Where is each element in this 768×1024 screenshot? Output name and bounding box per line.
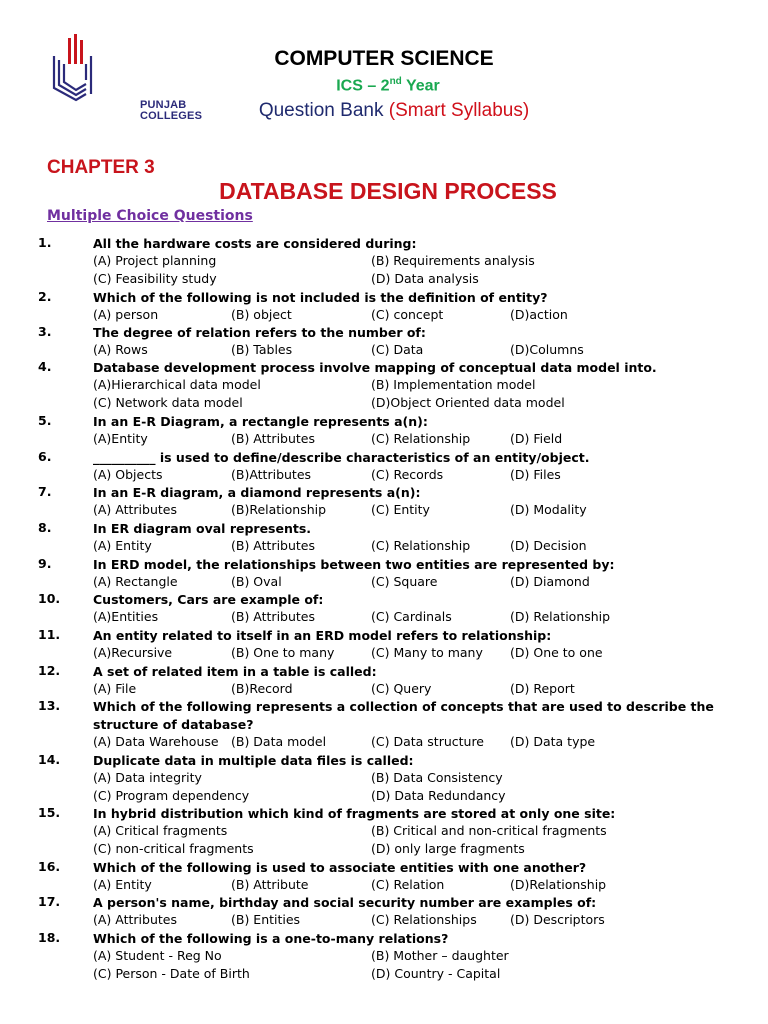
option-a: (A) File — [93, 681, 137, 697]
option-c: (C) Relationship — [371, 431, 471, 447]
class-text: ICS – 2 — [336, 77, 390, 95]
option-c: (C) Many to many — [371, 645, 483, 661]
option-d: (D) Data Redundancy — [371, 788, 506, 804]
option-a: (A) Rows — [93, 342, 148, 358]
option-d: (D) Data analysis — [371, 271, 479, 287]
option-d: (D) Diamond — [510, 574, 590, 590]
option-d: (D) One to one — [510, 645, 603, 661]
subject-title: COMPUTER SCIENCE — [274, 47, 494, 70]
option-a: (A)Entity — [93, 431, 148, 447]
question-text: A set of related item in a table is called: — [93, 664, 377, 679]
question-bank-text: Question Bank — [258, 100, 389, 121]
option-a: (A)Recursive — [93, 645, 173, 661]
option-a: (A) Objects — [93, 467, 163, 483]
option-a: (A)Hierarchical data model — [93, 377, 261, 393]
option-d: (D) Field — [510, 431, 563, 447]
question-text: Database development process involve mapping of conceptual data model into. — [93, 360, 657, 375]
option-b: (B) Critical and non-critical fragments — [371, 823, 607, 839]
question-number: 18. — [38, 930, 61, 945]
question-text: __________ is used to define/describe characteristics of an entity/object. — [93, 450, 590, 465]
class-sup: nd — [389, 76, 402, 87]
option-c: (C) Data — [371, 342, 424, 358]
option-b: (B) Oval — [231, 574, 282, 590]
option-b: (B) Attributes — [231, 431, 316, 447]
question-text: In an E-R diagram, a diamond represents a(n): — [93, 485, 421, 500]
option-a: (A) Rectangle — [93, 574, 178, 590]
option-c: (C) Relationship — [371, 538, 471, 554]
question-number: 2. — [38, 289, 52, 304]
option-c: (C) Program dependency — [93, 788, 250, 804]
option-c: (C) Records — [371, 467, 444, 483]
option-b: (B) object — [231, 307, 292, 323]
option-a: (A)Entities — [93, 609, 159, 625]
question-text: All the hardware costs are considered during: — [93, 236, 417, 251]
option-c: (C) concept — [371, 307, 444, 323]
option-d: (D)action — [510, 307, 568, 323]
option-a: (A) Student - Reg No — [93, 948, 222, 964]
question-number: 10. — [38, 591, 61, 606]
option-d: (D) Descriptors — [510, 912, 605, 928]
option-d: (D)Columns — [510, 342, 584, 358]
option-a: (A) Attributes — [93, 912, 177, 928]
option-a: (A) Project planning — [93, 253, 217, 269]
option-c: (C) non-critical fragments — [93, 841, 254, 857]
option-b: (B)Attributes — [231, 467, 312, 483]
option-d: (D)Object Oriented data model — [371, 395, 565, 411]
question-text: Which of the following is not included is the definition of entity? — [93, 290, 548, 305]
option-d: (D) Decision — [510, 538, 587, 554]
question-number: 11. — [38, 627, 61, 642]
class-label — [4, 76, 768, 95]
question-text: Duplicate data in multiple data files is called: — [93, 753, 414, 768]
question-text: In an E-R Diagram, a rectangle represents a(n): — [93, 414, 428, 429]
option-b: (B) Attribute — [231, 877, 309, 893]
chapter-title: DATABASE DESIGN PROCESS — [219, 178, 557, 204]
question-text: In hybrid distribution which kind of fragments are stored at only one site: — [93, 806, 616, 821]
option-d: (D) only large fragments — [371, 841, 525, 857]
option-c: (C) Cardinals — [371, 609, 452, 625]
logo-text-line-2: COLLEGES — [140, 110, 203, 122]
option-d: (D) Data type — [510, 734, 596, 750]
option-b: (B) Implementation model — [371, 377, 536, 393]
question-text: Which of the following is used to associate entities with one another? — [93, 860, 587, 875]
option-b: (B) Attributes — [231, 609, 316, 625]
question-text: Which of the following is a one-to-many relations? — [93, 931, 449, 946]
smart-syllabus-text: (Smart Syllabus) — [388, 100, 530, 121]
option-c: (C) Square — [371, 574, 438, 590]
question-number: 3. — [38, 324, 52, 339]
question-bank-heading — [10, 100, 768, 122]
option-c: (C) Entity — [371, 502, 430, 518]
section-heading: Multiple Choice Questions — [47, 208, 253, 224]
question-text: The degree of relation refers to the number of: — [93, 325, 426, 340]
question-number: 17. — [38, 894, 61, 909]
question-number: 6. — [38, 449, 52, 464]
option-a: (A) Data integrity — [93, 770, 202, 786]
option-b: (B) Attributes — [231, 538, 316, 554]
option-b: (B) Requirements analysis — [371, 253, 535, 269]
option-d: (D) Relationship — [510, 609, 611, 625]
option-b: (B)Record — [231, 681, 293, 697]
question-text: An entity related to itself in an ERD model refers to relationship: — [93, 628, 552, 643]
option-b: (B) Tables — [231, 342, 293, 358]
option-a: (A) Attributes — [93, 502, 177, 518]
option-d: (D) Modality — [510, 502, 587, 518]
question-text: Customers, Cars are example of: — [93, 592, 324, 607]
question-number: 4. — [38, 359, 52, 374]
option-b: (B) One to many — [231, 645, 335, 661]
option-c: (C) Network data model — [93, 395, 243, 411]
option-d: (D)Relationship — [510, 877, 607, 893]
option-c: (C) Relation — [371, 877, 445, 893]
question-number: 14. — [38, 752, 61, 767]
question-number: 13. — [38, 698, 61, 713]
question-number: 12. — [38, 663, 61, 678]
option-d: (D) Report — [510, 681, 575, 697]
question-number: 15. — [38, 805, 61, 820]
question-number: 8. — [38, 520, 52, 535]
question-number: 9. — [38, 556, 52, 571]
option-b: (B) Mother – daughter — [371, 948, 509, 964]
question-text: A person's name, birthday and social security number are examples of: — [93, 895, 597, 910]
option-d: (D) Files — [510, 467, 561, 483]
option-d: (D) Country - Capital — [371, 966, 501, 982]
option-a: (A) Entity — [93, 877, 152, 893]
chapter-label: CHAPTER 3 — [47, 157, 155, 178]
question-number: 5. — [38, 413, 52, 428]
option-b: (B) Data Consistency — [371, 770, 503, 786]
option-c: (C) Feasibility study — [93, 271, 217, 287]
option-c: (C) Relationships — [371, 912, 477, 928]
option-b: (B) Entities — [231, 912, 301, 928]
question-number: 16. — [38, 859, 61, 874]
question-text: In ER diagram oval represents. — [93, 521, 312, 536]
question-number: 7. — [38, 484, 52, 499]
option-b: (B)Relationship — [231, 502, 327, 518]
logo-text-line-1: PUNJAB — [140, 99, 187, 111]
option-c: (C) Query — [371, 681, 432, 697]
question-text: Which of the following represents a collection of concepts that are used to describe the structure of database? — [93, 699, 714, 732]
class-suffix: Year — [401, 77, 440, 95]
option-a: (A) Entity — [93, 538, 152, 554]
option-a: (A) person — [93, 307, 159, 323]
option-c: (C) Data structure — [371, 734, 485, 750]
option-a: (A) Data Warehouse — [93, 734, 219, 750]
question-number: 1. — [38, 235, 52, 250]
option-c: (C) Person - Date of Birth — [93, 966, 250, 982]
question-text: In ERD model, the relationships between two entities are represented by: — [93, 557, 615, 572]
option-b: (B) Data model — [231, 734, 327, 750]
option-a: (A) Critical fragments — [93, 823, 228, 839]
